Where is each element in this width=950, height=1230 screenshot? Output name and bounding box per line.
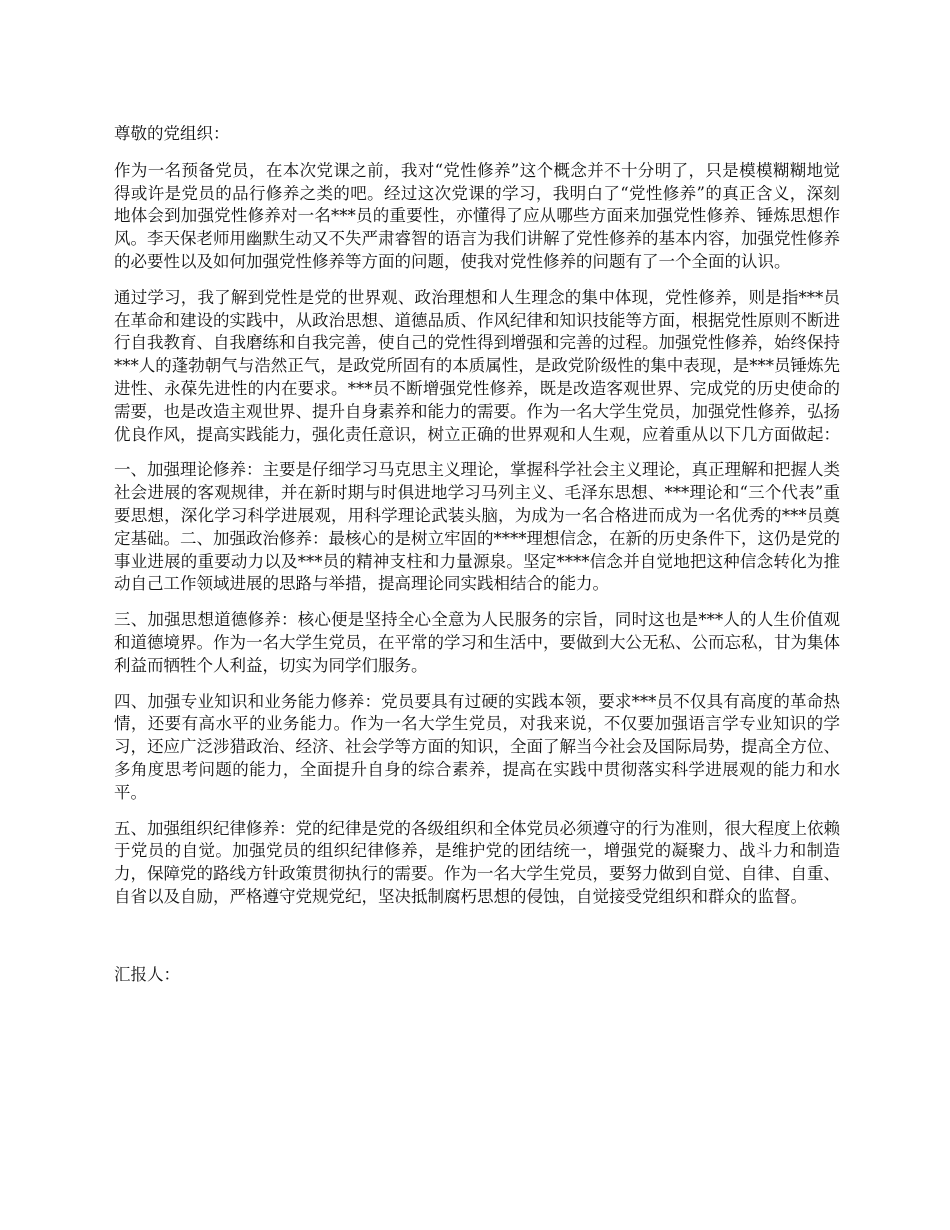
- document-page: [114, 123, 840, 1003]
- paragraph-professional: 四、加强专业知识和业务能力修养：党员要具有过硬的实践本领，要求***员不仅具有高度的革命热情，还要有高水平的业务能力。作为一名大学生党员，对我来说，不仅要加强语言学专业知识的学习，还应广泛涉猎政治、经济、社会学等方面的知识，全面了解当今社会及国际局势，提高全方位、多角度思考问题的能力，全面提升自身的综合素养，提高在实践中贯彻落实科学进展观的能力和水平。: [114, 691, 840, 802]
- paragraph-morality: 三、加强思想道德修养：核心便是坚持全心全意为人民服务的宗旨，同时这也是***人的人生价值观和道德境界。作为一名大学生党员，在平常的学习和生活中，要做到大公无私、公而忘私，甘为集体利益而牺牲个人利益，切实为同学们服务。: [114, 610, 840, 675]
- paragraph-theory-politics: 一、加强理论修养：主要是仔细学习马克思主义理论，掌握科学社会主义理论，真正理解和把握人类社会进展的客观规律，并在新时期与时俱进地学习马列主义、毛泽东思想、***理论和“三个代表”重要思想，深化学习科学进展观，用科学理论武装头脑，为成为一名合格进而成为一名优秀的***员奠定基础。二、加强政治修养：最核心的是树立牢固的****理想信念，在新的历史条件下，这仍是党的事业进展的重要动力以及***员的精神支柱和力量源泉。坚定****信念并自觉地把这种信念转化为推动自己工作领域进展的思路与举措，提高理论同实践相结合的能力。: [114, 460, 840, 594]
- paragraph-discipline: 五、加强组织纪律修养：党的纪律是党的各级组织和全体党员必须遵守的行为准则，很大程度上依赖于党员的自觉。加强党员的组织纪律修养，是维护党的团结统一，增强党的凝聚力、战斗力和制造力，保障党的路线方针政策贯彻执行的需要。作为一名大学生党员，要努力做到自觉、自律、自重、自省以及自励，严格遵守党规党纪，坚决抵制腐朽思想的侵蚀，自觉接受党组织和群众的监督。: [114, 818, 840, 906]
- paragraph-understanding: 通过学习，我了解到党性是党的世界观、政治理想和人生理念的集中体现，党性修养，则是指***员在革命和建设的实践中，从政治思想、道德品质、作风纪律和知识技能等方面，根据党性原则不断进行自我教育、自我磨练和自我完善，使自己的党性得到增强和完善的过程。加强党性修养，始终保持***人的蓬勃朝气与浩然正气，是政党所固有的本质属性，是政党阶级性的集中表现，是***员锤炼先进性、永葆先进性的内在要求。***员不断增强党性修养，既是改造客观世界、完成党的历史使命的需要，也是改造主观世界、提升自身素养和能力的需要。作为一名大学生党员，加强党性修养，弘扬优良作风，提高实践能力，强化责任意识，树立正确的世界观和人生观，应着重从以下几方面做起：: [114, 287, 840, 444]
- paragraph-intro: 作为一名预备党员，在本次党课之前，我对“党性修养”这个概念并不十分明了，只是模模糊糊地觉得或许是党员的品行修养之类的吧。经过这次党课的学习，我明白了“党性修养”的真正含义，深刻地体会到加强党性修养对一名***员的重要性，亦懂得了应从哪些方面来加强党性修养、锤炼思想作风。李天保老师用幽默生动又不失严肃睿智的语言为我们讲解了党性修养的基本内容，加强党性修养的必要性以及如何加强党性修养等方面的问题，使我对党性修养的问题有了一个全面的认识。: [114, 160, 840, 271]
- salutation: 尊敬的党组织：: [114, 124, 230, 143]
- signature-line: 汇报人：: [114, 964, 180, 984]
